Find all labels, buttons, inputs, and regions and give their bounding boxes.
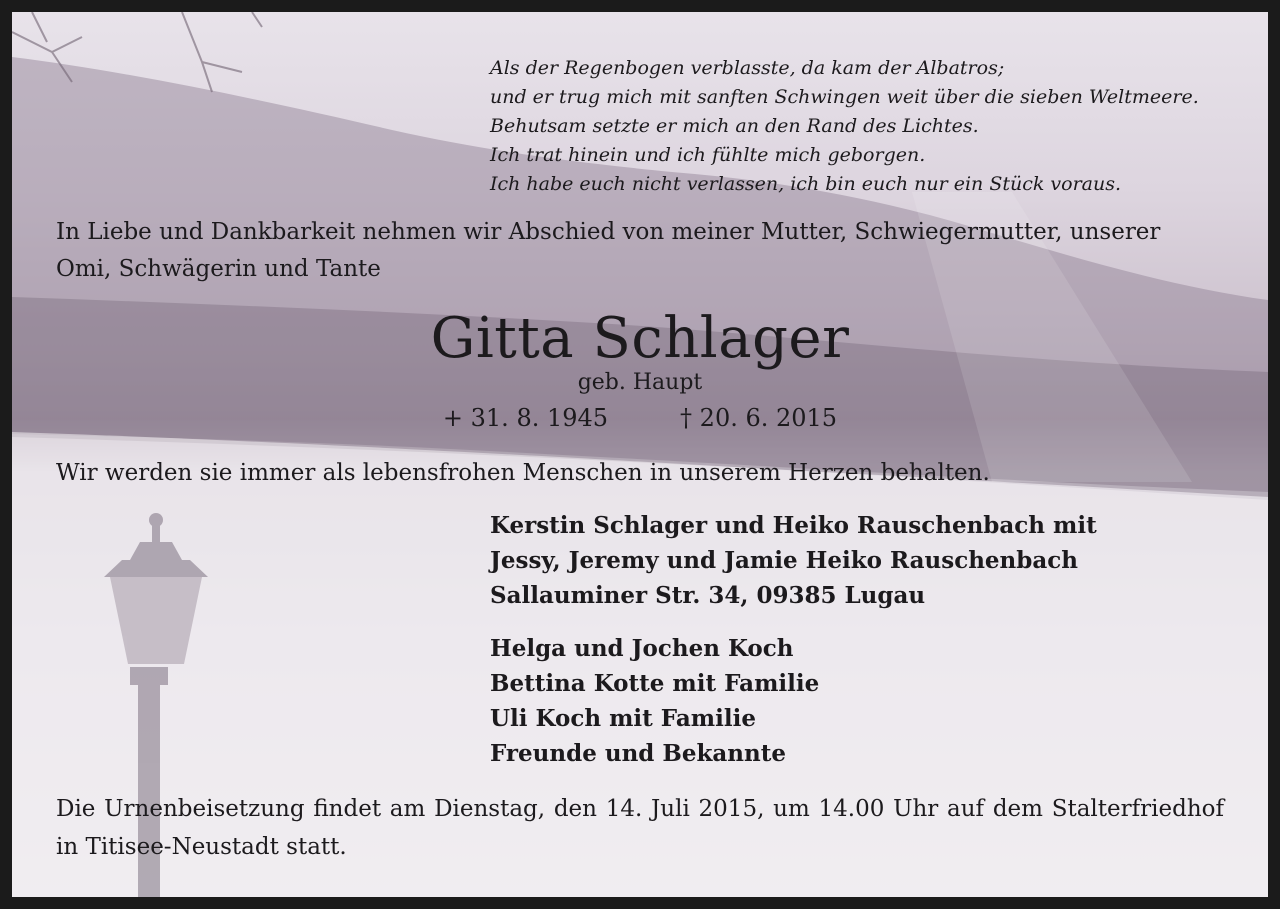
poem-line: und er trug mich mit sanften Schwingen weit über die sieben Weltmeere. bbox=[490, 86, 1199, 108]
poem-line: Ich trat hinein und ich fühlte mich geborgen. bbox=[490, 144, 926, 166]
birth-date: + 31. 8. 1945 bbox=[442, 404, 609, 432]
poem-line: Ich habe euch nicht verlassen, ich bin euch nur ein Stück voraus. bbox=[490, 173, 1122, 195]
mourner-line: Jessy, Jeremy und Jamie Heiko Rauschenbach bbox=[490, 547, 1078, 574]
life-dates bbox=[12, 401, 1268, 435]
poem bbox=[490, 54, 1199, 199]
mourners-others bbox=[490, 631, 819, 771]
poem-line: Behutsam setzte er mich an den Rand des Lichtes. bbox=[490, 115, 979, 137]
mourner-line: Uli Koch mit Familie bbox=[490, 705, 756, 732]
death-date: † 20. 6. 2015 bbox=[680, 404, 838, 432]
remembrance-text: Wir werden sie immer als lebensfrohen Menschen in unserem Herzen behalten. bbox=[56, 460, 990, 486]
burial-notice: Die Urnenbeisetzung findet am Dienstag, den 14. Juli 2015, um 14.00 Uhr auf dem Stalterfriedhof in Titisee-Neustadt statt. bbox=[56, 796, 1224, 860]
mourner-line: Kerstin Schlager und Heiko Rauschenbach mit bbox=[490, 512, 1097, 539]
intro-text bbox=[56, 214, 1160, 288]
poem-line: Als der Regenbogen verblasste, da kam der Albatros; bbox=[490, 57, 1005, 79]
mourner-line: Helga und Jochen Koch bbox=[490, 635, 794, 662]
mourner-line: Freunde und Bekannte bbox=[490, 740, 786, 767]
maiden-name: geb. Haupt bbox=[577, 370, 703, 395]
obituary-notice bbox=[12, 12, 1268, 897]
intro-line: Omi, Schwägerin und Tante bbox=[56, 256, 381, 282]
mourner-address: Sallauminer Str. 34, 09385 Lugau bbox=[490, 582, 926, 609]
deceased-name: Gitta Schlager bbox=[430, 306, 850, 371]
intro-line: In Liebe und Dankbarkeit nehmen wir Abschied von meiner Mutter, Schwiegermutter, unserer bbox=[56, 219, 1161, 245]
mourner-line: Bettina Kotte mit Familie bbox=[490, 670, 820, 697]
mourners-primary bbox=[490, 508, 1097, 613]
